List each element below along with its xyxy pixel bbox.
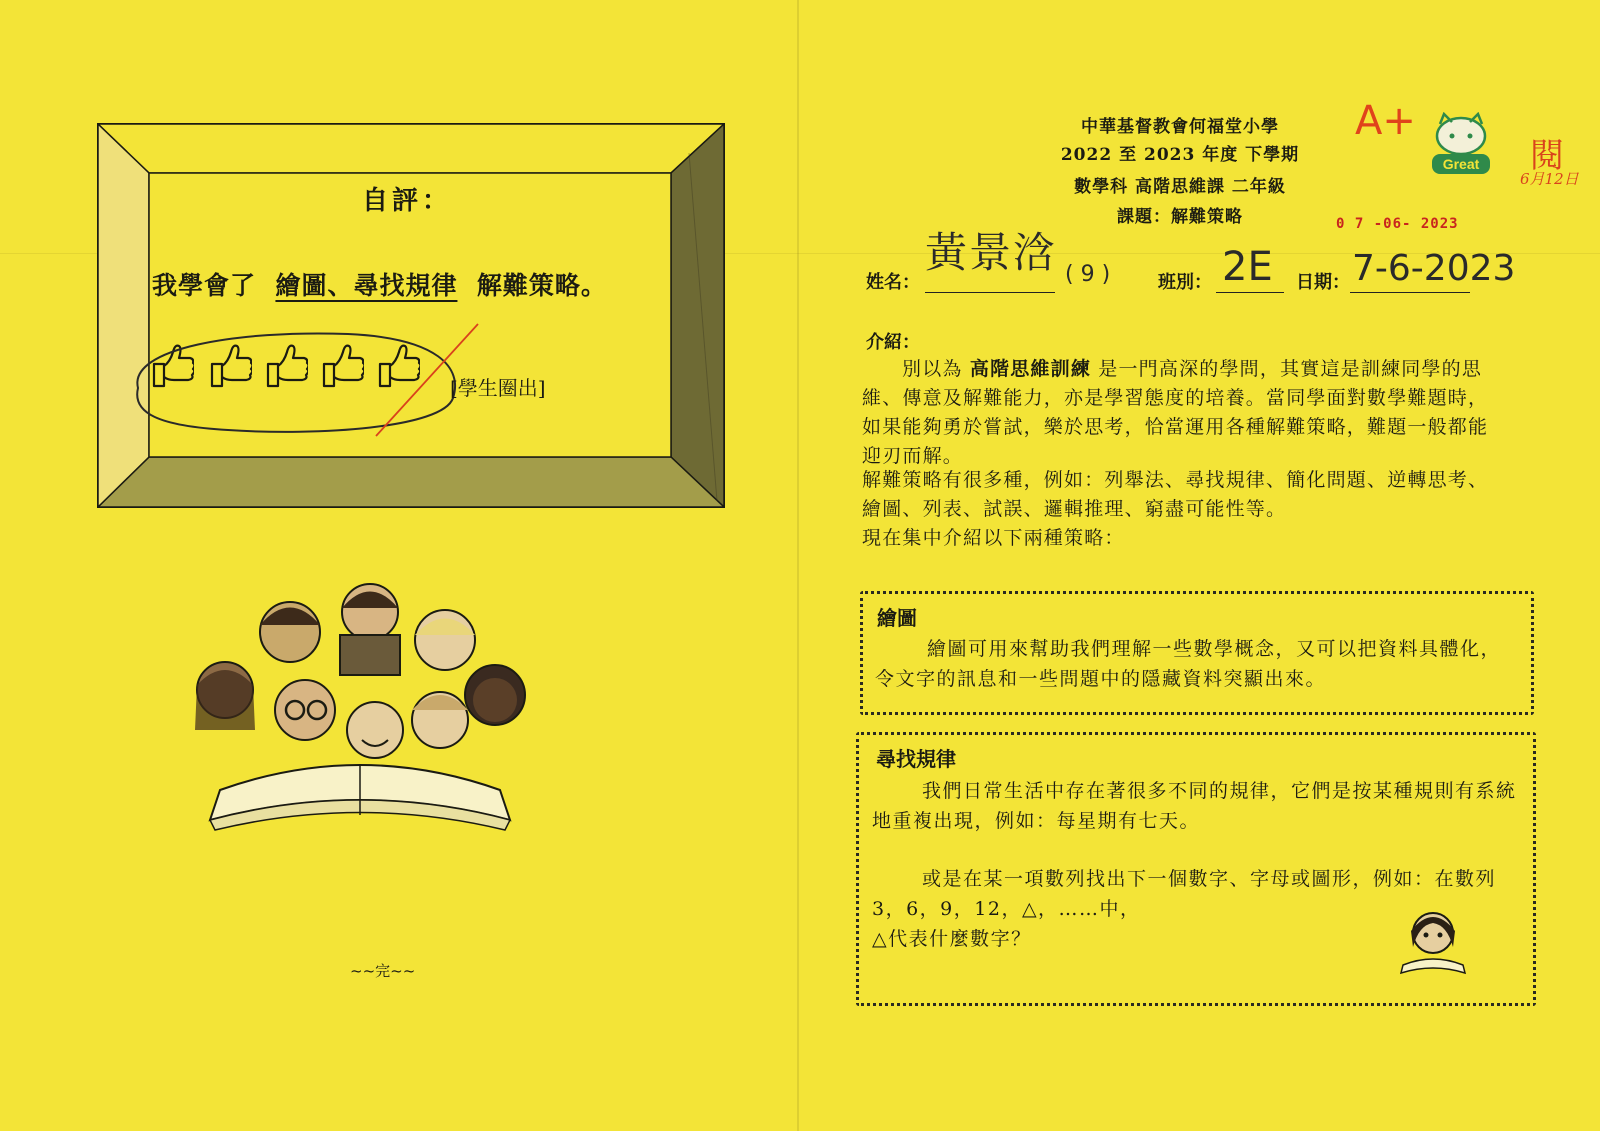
- name-value: 黃景浛: [925, 228, 1058, 277]
- read-mark: 閱: [1530, 136, 1564, 176]
- class-underline: [1216, 292, 1284, 293]
- learned-strategies: 繪圖、尋找規律: [275, 271, 458, 300]
- student-circle-mark: [118, 318, 498, 448]
- class-value: 2E: [1222, 244, 1273, 290]
- strategy-question: △代表什麼數字？: [872, 928, 1032, 950]
- class-label: 班別：: [1158, 272, 1212, 293]
- school-year-term: 2022 至 2023 年度 下學期: [1060, 145, 1300, 165]
- children-reading-illustration: [180, 580, 540, 850]
- hots-term: 高階思維訓練: [969, 358, 1092, 380]
- date-value: 7-6-2023: [1352, 248, 1516, 289]
- sticker-text: Great: [1442, 156, 1480, 172]
- learned-suffix: 解難策略。: [476, 271, 607, 300]
- intro-paragraph-3: 現在集中介紹以下兩種策略：: [862, 527, 1125, 549]
- strategy-text-pattern-1: 我們日常生活中存在著很多不同的規律，它們是按某種規則有系統地重複出現，例如：每星期有七天。: [872, 780, 1517, 832]
- girl-reading-illustration: [1393, 905, 1473, 977]
- self-assessment-title: 自評：: [362, 186, 453, 216]
- learned-prefix: 我學會了: [152, 271, 257, 300]
- strategy-title-drawing: 繪圖: [877, 606, 917, 630]
- strategy-text-pattern-2: 或是在某一項數列找出下一個數字、字母或圖形，例如：在數列 3，6，9，12，△，……中，: [872, 868, 1497, 920]
- date-stamp: 0 7 -06- 2023: [1336, 216, 1459, 232]
- read-date: 6月12日: [1520, 170, 1579, 188]
- name-label: 姓名：: [866, 272, 920, 293]
- class-number-value: ( 9 ): [1065, 262, 1111, 287]
- learned-statement: [152, 266, 607, 302]
- name-underline: [925, 292, 1055, 293]
- topic: 課題：解難策略: [1117, 207, 1243, 227]
- intro-paragraph-2: 解難策略有很多種，例如：列舉法、尋找規律、簡化問題、逆轉思考、繪圖、列表、試誤、邏輯推理、窮盡可能性等。: [862, 469, 1489, 520]
- grade-mark: A+: [1355, 98, 1416, 144]
- intro-label: 介紹：: [866, 332, 920, 353]
- page-fold: [797, 0, 799, 1131]
- school-name: 中華基督教會何福堂小學: [1081, 117, 1279, 137]
- circle-instruction: [學生圈出]: [450, 376, 546, 400]
- great-sticker: [1428, 112, 1494, 184]
- date-underline: [1350, 292, 1470, 293]
- strategy-title-pattern: 尋找規律: [876, 747, 956, 771]
- intro-paragraph-1: 別以為 高階思維訓練 是一門高深的學問，其實這是訓練同學的思維、傳意及解難能力，亦是學習態度的培養。當同學面對數學難題時，如果能夠勇於嘗試，樂於思考，恰當運用各種解難策略，難題一般都能迎刃而解。: [862, 358, 1489, 467]
- end-mark: ~~完~~: [350, 962, 416, 980]
- date-label: 日期：: [1296, 272, 1350, 293]
- subject-grade: 數學科 高階思維課 二年級: [1074, 177, 1286, 197]
- strategy-text-drawing: 繪圖可用來幫助我們理解一些數學概念，又可以把資料具體化，令文字的訊息和一些問題中的隱藏資料突顯出來。: [875, 638, 1502, 690]
